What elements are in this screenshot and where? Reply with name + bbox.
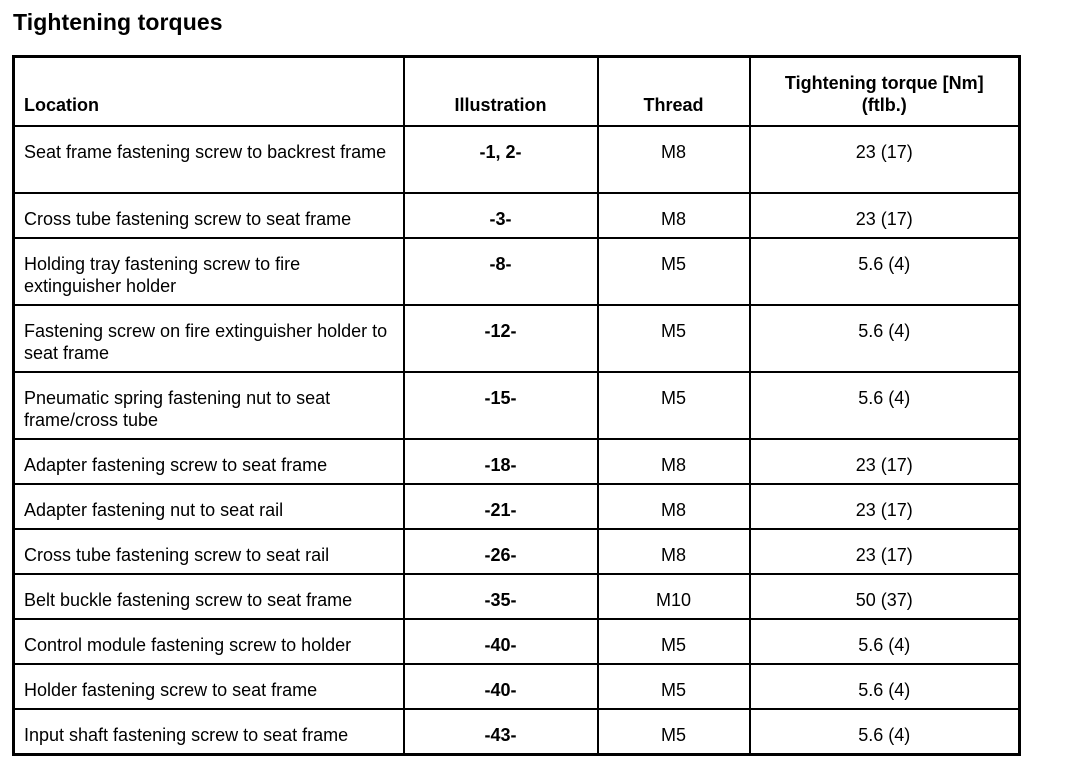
cell-location: Fastening screw on fire extinguisher holder to seat frame — [14, 305, 404, 372]
cell-illustration: -43- — [404, 709, 598, 755]
table-row — [14, 529, 1020, 574]
cell-thread: M8 — [598, 126, 750, 193]
cell-illustration: -40- — [404, 664, 598, 709]
cell-illustration: -1, 2- — [404, 126, 598, 193]
table-row — [14, 439, 1020, 484]
cell-location: Adapter fastening nut to seat rail — [14, 484, 404, 529]
cell-thread: M5 — [598, 619, 750, 664]
cell-location: Holding tray fastening screw to fire extinguisher holder — [14, 238, 404, 305]
table-body — [14, 126, 1020, 755]
cell-location: Seat frame fastening screw to backrest frame — [14, 126, 404, 193]
cell-thread: M8 — [598, 484, 750, 529]
page-title: Tightening torques — [13, 9, 223, 35]
cell-torque: 50 (37) — [750, 574, 1020, 619]
cell-thread: M5 — [598, 372, 750, 439]
cell-location: Input shaft fastening screw to seat frame — [14, 709, 404, 755]
cell-torque: 5.6 (4) — [750, 664, 1020, 709]
cell-thread: M8 — [598, 193, 750, 238]
header-thread: Thread — [598, 57, 750, 126]
cell-illustration: -40- — [404, 619, 598, 664]
table-row — [14, 305, 1020, 372]
cell-thread: M5 — [598, 305, 750, 372]
table-row — [14, 126, 1020, 193]
table-row — [14, 664, 1020, 709]
header-location: Location — [14, 57, 404, 126]
cell-location: Holder fastening screw to seat frame — [14, 664, 404, 709]
cell-thread: M8 — [598, 439, 750, 484]
cell-location: Adapter fastening screw to seat frame — [14, 439, 404, 484]
cell-location: Pneumatic spring fastening nut to seat frame/cross tube — [14, 372, 404, 439]
cell-thread: M5 — [598, 238, 750, 305]
table-row — [14, 193, 1020, 238]
cell-torque: 5.6 (4) — [750, 238, 1020, 305]
table-row — [14, 619, 1020, 664]
table-row — [14, 484, 1020, 529]
cell-thread: M5 — [598, 709, 750, 755]
header-torque-line2: (ftlb.) — [861, 94, 907, 115]
cell-torque: 5.6 (4) — [750, 305, 1020, 372]
header-tightening-torque — [750, 57, 1020, 126]
cell-torque: 5.6 (4) — [750, 709, 1020, 755]
cell-torque: 23 (17) — [750, 439, 1020, 484]
cell-illustration: -26- — [404, 529, 598, 574]
cell-illustration: -3- — [404, 193, 598, 238]
cell-location: Cross tube fastening screw to seat frame — [14, 193, 404, 238]
cell-illustration: -15- — [404, 372, 598, 439]
table-row — [14, 372, 1020, 439]
table-row — [14, 709, 1020, 755]
cell-location: Control module fastening screw to holder — [14, 619, 404, 664]
cell-illustration: -35- — [404, 574, 598, 619]
cell-illustration: -21- — [404, 484, 598, 529]
cell-thread: M10 — [598, 574, 750, 619]
cell-torque: 5.6 (4) — [750, 372, 1020, 439]
cell-torque: 23 (17) — [750, 126, 1020, 193]
cell-thread: M8 — [598, 529, 750, 574]
cell-location: Cross tube fastening screw to seat rail — [14, 529, 404, 574]
header-torque-line1: Tightening torque [Nm] — [784, 72, 984, 93]
tightening-torque-table — [12, 55, 1021, 756]
cell-thread: M5 — [598, 664, 750, 709]
table-row — [14, 238, 1020, 305]
header-illustration: Illustration — [404, 57, 598, 126]
cell-torque: 5.6 (4) — [750, 619, 1020, 664]
cell-torque: 23 (17) — [750, 484, 1020, 529]
table-row — [14, 574, 1020, 619]
cell-illustration: -12- — [404, 305, 598, 372]
cell-illustration: -8- — [404, 238, 598, 305]
cell-illustration: -18- — [404, 439, 598, 484]
cell-torque: 23 (17) — [750, 529, 1020, 574]
table-header-row — [14, 57, 1020, 126]
cell-location: Belt buckle fastening screw to seat frame — [14, 574, 404, 619]
cell-torque: 23 (17) — [750, 193, 1020, 238]
